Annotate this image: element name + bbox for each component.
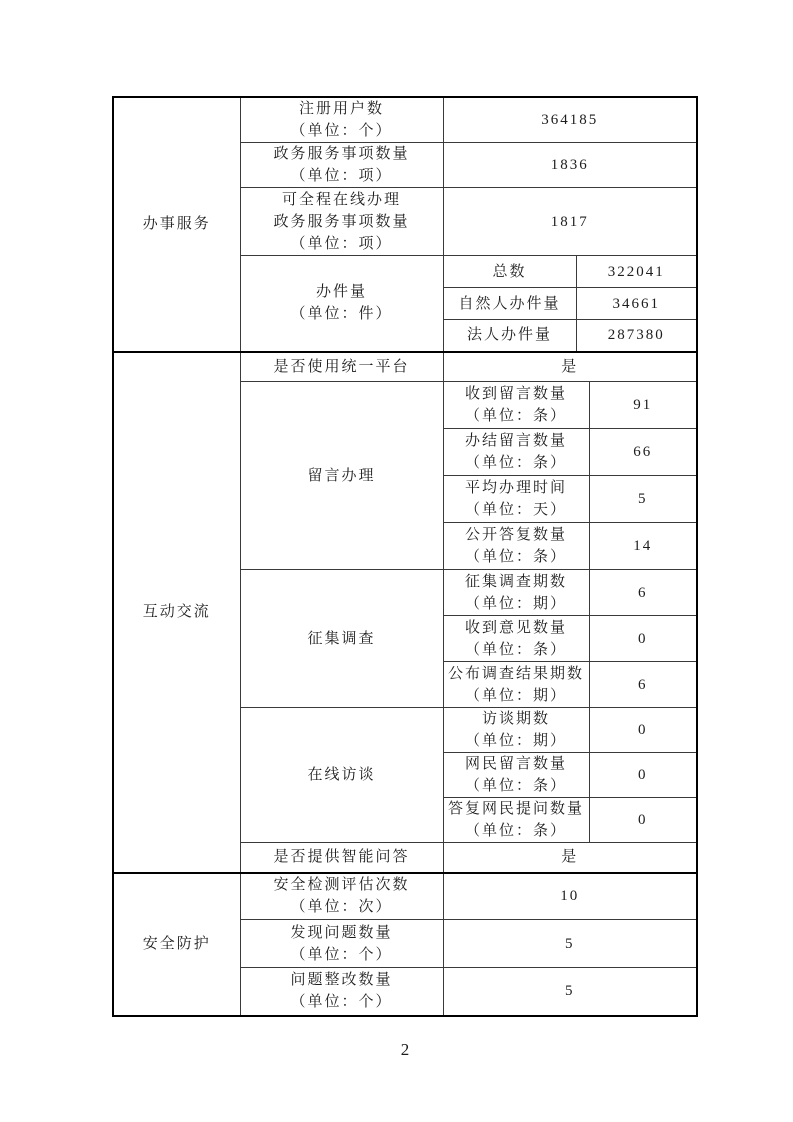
sub-metric-unit: （单位：条）: [464, 778, 567, 794]
sub-metric-label: 自然人办件量: [443, 288, 576, 320]
metric-label: 政务服务事项数量: [273, 146, 410, 162]
metric-label-cell: [240, 97, 443, 143]
sub-metric-unit: （单位：条）: [464, 549, 567, 565]
metric-unit: （单位：项）: [290, 235, 393, 252]
sub-metric-label: 公开答复数量: [464, 527, 567, 543]
metric-label: 可全程在线办理: [281, 191, 401, 208]
subgroup-label-message-handling: 留言办理: [240, 382, 443, 570]
metric-unit: （单位：个）: [290, 994, 393, 1011]
sub-metric-label-cell: [443, 476, 589, 523]
sub-metric-label-cell: [443, 708, 589, 753]
sub-metric-unit: （单位：条）: [464, 641, 567, 658]
metric-value: 1836: [443, 143, 697, 188]
sub-metric-unit: （单位：条）: [464, 823, 567, 839]
sub-metric-label-cell: [443, 382, 589, 429]
sub-metric-value: 287380: [576, 320, 697, 352]
sub-metric-value: 322041: [576, 256, 697, 288]
metric-value: 是: [443, 843, 697, 873]
sub-metric-unit: （单位：条）: [464, 455, 567, 471]
sub-metric-label-cell: [443, 662, 589, 708]
sub-metric-label: 网民留言数量: [464, 756, 567, 772]
sub-metric-label-cell: [443, 429, 589, 476]
subgroup-unit: （单位：件）: [290, 306, 393, 323]
sub-metric-value: 0: [589, 753, 697, 798]
sub-metric-value: 5: [589, 476, 697, 523]
metric-unit: （单位：个）: [290, 123, 393, 139]
sub-metric-value: 0: [589, 798, 697, 843]
section-label-service: 办事服务: [113, 97, 240, 352]
metric-unit: （单位：个）: [290, 946, 393, 963]
sub-metric-value: 34661: [576, 288, 697, 320]
sub-metric-unit: （单位：期）: [464, 687, 567, 704]
sub-metric-label: 访谈期数: [481, 711, 550, 727]
sub-metric-label-cell: [443, 798, 589, 843]
metric-label: 安全检测评估次数: [273, 877, 410, 894]
sub-metric-value: 14: [589, 523, 697, 570]
metric-label: 注册用户数: [298, 101, 384, 117]
sub-metric-label: 公布调查结果期数: [447, 665, 584, 682]
metric-unit: （单位：次）: [290, 899, 393, 916]
metric-value: 5: [443, 968, 697, 1016]
sub-metric-label-cell: [443, 570, 589, 616]
metric-value: 10: [443, 873, 697, 920]
metric-label-cell: [240, 143, 443, 188]
metric-unit: （单位：项）: [290, 168, 393, 184]
sub-metric-label: 收到留言数量: [464, 386, 567, 402]
metric-value: 5: [443, 920, 697, 968]
sub-metric-label: 平均办理时间: [464, 480, 567, 496]
annual-report-table: [112, 96, 698, 1017]
metric-label: 问题整改数量: [290, 972, 393, 989]
sub-metric-unit: （单位：期）: [464, 733, 567, 749]
sub-metric-label: 总数: [443, 256, 576, 288]
sub-metric-label: 收到意见数量: [464, 619, 567, 636]
metric-value: 1817: [443, 188, 697, 256]
section-label-security: 安全防护: [113, 873, 240, 1016]
metric-label-cell: [240, 920, 443, 968]
sub-metric-value: 0: [589, 708, 697, 753]
page-number: 2: [400, 1040, 410, 1059]
sub-metric-label: 办结留言数量: [464, 433, 567, 449]
sub-metric-value: 6: [589, 662, 697, 708]
sub-metric-label: 征集调查期数: [464, 573, 567, 590]
metric-label-cell: 是否使用统一平台: [240, 352, 443, 382]
sub-metric-value: 91: [589, 382, 697, 429]
sub-metric-value: 66: [589, 429, 697, 476]
sub-metric-label: 答复网民提问数量: [447, 801, 584, 817]
section-label-interaction: 互动交流: [113, 352, 240, 873]
metric-label-cell: [240, 188, 443, 256]
metric-label: 发现问题数量: [290, 924, 393, 941]
sub-metric-label-cell: [443, 523, 589, 570]
metric-value: 是: [443, 352, 697, 382]
sub-metric-label: 法人办件量: [443, 320, 576, 352]
sub-metric-label-cell: [443, 753, 589, 798]
sub-metric-value: 6: [589, 570, 697, 616]
subgroup-label-survey: 征集调查: [240, 570, 443, 708]
sub-metric-unit: （单位：期）: [464, 595, 567, 612]
sub-metric-unit: （单位：天）: [464, 502, 567, 518]
sub-metric-unit: （单位：条）: [464, 408, 567, 424]
sub-metric-value: 0: [589, 616, 697, 662]
subgroup-label-case-volume: [240, 256, 443, 352]
metric-label: 政务服务事项数量: [273, 213, 410, 230]
metric-label-cell: [240, 873, 443, 920]
metric-label-cell: [240, 968, 443, 1016]
sub-metric-label-cell: [443, 616, 589, 662]
metric-label-cell: 是否提供智能问答: [240, 843, 443, 873]
metric-value: 364185: [443, 97, 697, 143]
subgroup-label-interview: 在线访谈: [240, 708, 443, 843]
subgroup-label: 办件量: [315, 284, 367, 301]
